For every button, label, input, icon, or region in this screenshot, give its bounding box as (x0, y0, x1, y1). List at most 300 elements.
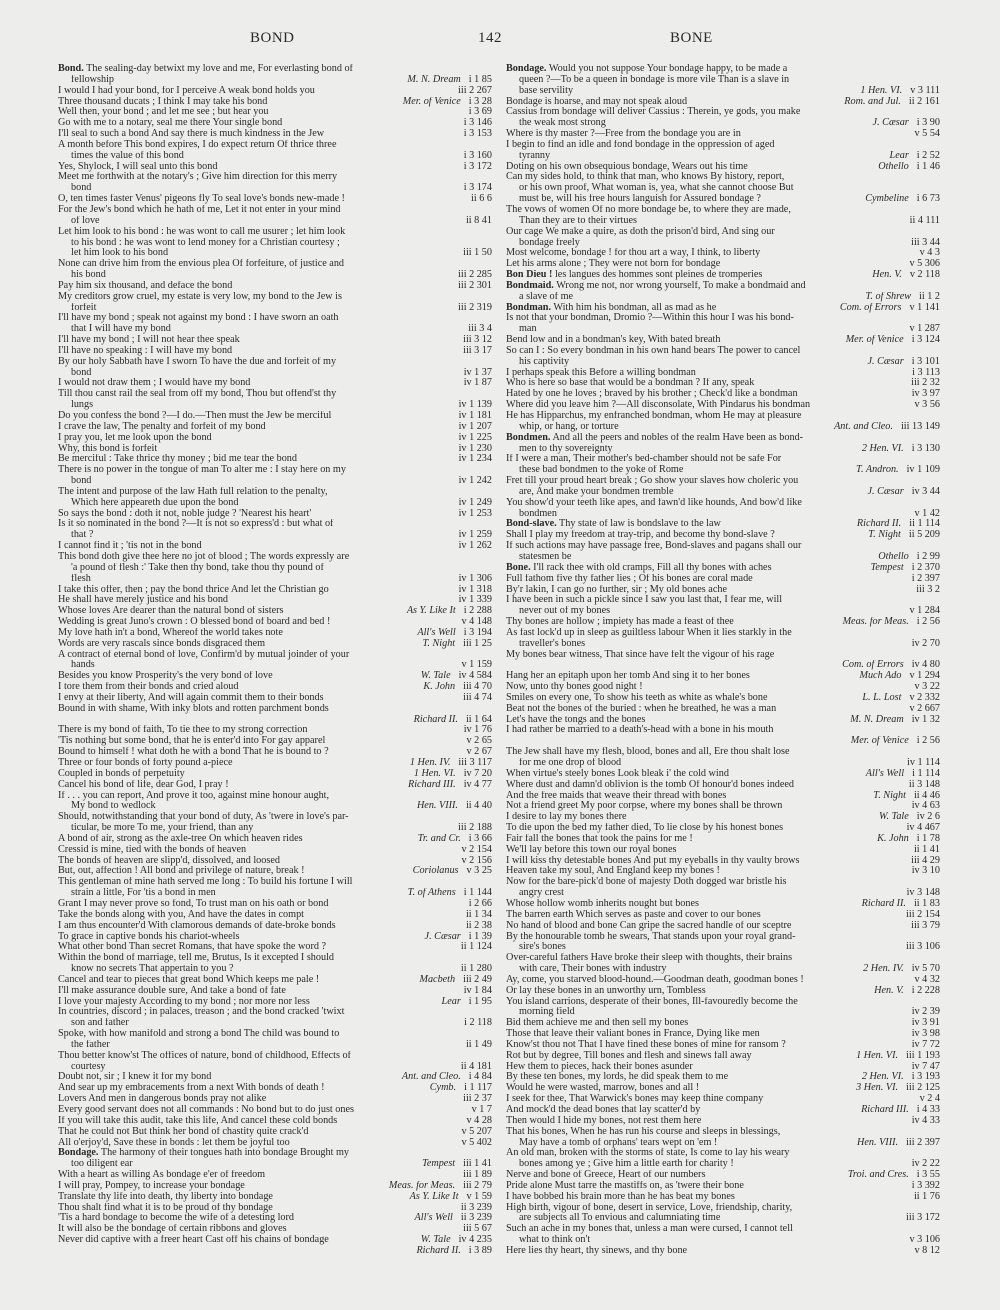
entry-line (506, 389, 940, 400)
citation (867, 563, 940, 574)
entry-line (58, 259, 492, 270)
entry-line (506, 1072, 940, 1083)
quotation-text: Where did you leave him ?—All disconsolate, With Pindarus his bondman (506, 400, 811, 411)
play-title: Rom. and Jul. (844, 96, 901, 107)
entry-line (58, 671, 492, 682)
quotation-text: Doubt not, sir ; I knew it for my bond (58, 1072, 212, 1083)
entry-line (506, 682, 940, 693)
quotation-text: None can drive him from the envious plea Of forfeiture, of justice and (58, 259, 345, 270)
citation (910, 1192, 940, 1203)
quotation-text: If you will take this audit, take this life, And cancel these cold bonds (58, 1115, 338, 1126)
quotation-text: courtesy (71, 1061, 106, 1072)
quotation-text: The harmony of their tongues hath into bondage Brought my (100, 1148, 349, 1159)
act-scene-line: i 1 85 (468, 74, 492, 85)
quotation-text: Which here appeareth due upon the bond (71, 497, 239, 508)
act-scene-line: iv 1 114 (906, 758, 940, 768)
quotation-text: Here lies thy heart, thy sinews, and thy bone (506, 1245, 688, 1256)
quotation-text: whip, or hang, or torture (519, 421, 619, 432)
entry-line (506, 736, 940, 747)
quotation-text: This gentleman of mine hath served me long : To build his fortune I will (58, 877, 353, 888)
quotation-text: queen ?—To be a queen in bondage is more vile Than is a slave in (519, 74, 790, 85)
citation (455, 411, 492, 422)
entry-line (506, 650, 940, 661)
citation (457, 845, 492, 856)
quotation-text: Over-careful fathers Have broke their sleep with thoughts, their brains (506, 953, 793, 964)
citation (839, 617, 940, 628)
entry-line (506, 75, 940, 86)
act-scene-line: iii 4 70 (463, 682, 492, 693)
play-title: W. Tale (420, 671, 451, 682)
act-scene-line: iii 2 154 (906, 909, 940, 920)
entry-line (506, 574, 940, 585)
entry-line (506, 1062, 940, 1073)
play-title: T. of Athens (407, 888, 456, 899)
citation (911, 509, 940, 520)
citation (454, 281, 492, 292)
quotation-text: Let his arms alone ; They were not born for bondage (506, 259, 721, 270)
quotation-text: Most welcome, bondage ! for thou art a way, I think, to liberty (506, 248, 761, 259)
play-title: Ant. and Cleo. (834, 421, 893, 432)
entry-line (58, 845, 492, 856)
quotation-text: A bond of air, strong as the axle-tree On which heaven rides (58, 833, 303, 844)
act-scene-line: ii 3 148 (908, 779, 940, 790)
quotation-text: Three thousand ducats ; I think I may take his bond (58, 96, 268, 107)
citation (903, 888, 940, 899)
quotation-text: Take the bonds along with you, And have the dates in compt (58, 909, 305, 920)
act-scene-line: iv 3 97 (911, 389, 940, 400)
play-title: J. Cæsar (867, 356, 904, 367)
entry-line (58, 660, 492, 671)
act-scene-line: ii 1 41 (913, 844, 940, 855)
citation (455, 585, 492, 596)
quotation-text: Or lay these bones in an unworthy urn, Tombless (506, 985, 706, 996)
act-scene-line: iii 3 2 (916, 584, 940, 595)
quotation-text: Grant I may never prove so fond, To trust man on his oath or bond (58, 898, 329, 909)
quotation-text: Bid them achieve me and then sell my bones (506, 1018, 689, 1029)
citation (908, 368, 940, 379)
act-scene-line: iii 13 149 (900, 421, 940, 432)
quotation-text: too diligent ear (71, 1159, 133, 1170)
quotation-text: I begin to find an idle and fond bondage in the oppression of aged (506, 139, 775, 150)
entry-line (506, 107, 940, 118)
act-scene-line: iii 2 125 (906, 1083, 940, 1094)
citation (858, 444, 940, 455)
act-scene-line: i 3 28 (468, 96, 492, 107)
quotation-text: Beat not the bones of the buried : when he breathed, he was a man (506, 703, 777, 714)
quotation-text: As fast lock'd up in sleep as guiltless labour When it lies starkly in the (506, 627, 792, 638)
quotation-text: Whose loves Are dearer than the natural bond of sisters (58, 606, 284, 617)
citation (863, 357, 940, 368)
citation (873, 834, 940, 845)
quotation-text: There is my bond of faith, To tie thee to my strong correction (58, 725, 308, 736)
citation (874, 552, 940, 563)
headword: Bondmen. (506, 432, 551, 443)
act-scene-line: ii 3 239 (460, 1202, 492, 1213)
entry-line (506, 953, 940, 964)
quotation-text: By'r lakin, I can go no further, sir ; My old bones ache (506, 584, 727, 595)
act-scene-line: i 3 124 (911, 335, 940, 346)
entry-line (58, 476, 492, 487)
act-scene-line: v 2 154 (461, 844, 492, 855)
entry-line (506, 1029, 940, 1040)
quotation-text: Words are very rascals since bonds disgraced them (58, 638, 266, 649)
quotation-text: I'll have no speaking : I will have my bond (58, 345, 233, 356)
entry-line (58, 292, 492, 303)
citation (457, 964, 492, 975)
entry-line (58, 791, 492, 802)
citation (457, 1203, 492, 1214)
act-scene-line: iv 3 44 (911, 486, 940, 497)
citation (459, 693, 492, 704)
entry-line (58, 162, 492, 173)
citation (454, 823, 492, 834)
entry-line (506, 1018, 940, 1029)
entry-line (58, 1029, 492, 1040)
play-title: All's Well (414, 1213, 453, 1224)
act-scene-line: v 1 59 (466, 1191, 492, 1202)
entry-line (506, 552, 940, 563)
act-scene-line: i 1 39 (468, 931, 492, 942)
entry-line (506, 563, 940, 574)
citation (460, 1018, 492, 1029)
citation (455, 433, 492, 444)
quotation-text: 'Tis a hard bondage to become the wife of a detesting lord (58, 1213, 294, 1224)
entry-line (58, 433, 492, 444)
entry-line (506, 1138, 940, 1149)
play-title: J. Cæsar (872, 118, 909, 129)
citation (460, 183, 492, 194)
entry-line (58, 1094, 492, 1105)
entry-line (506, 498, 940, 509)
quotation-text: When virtue's steely bones Look bleak i' the cold wind (506, 768, 729, 779)
entry-line (58, 650, 492, 661)
act-scene-line: iii 1 41 (463, 1159, 492, 1170)
citation (906, 216, 940, 227)
entry-line (506, 758, 940, 769)
act-scene-line: iii 3 44 (911, 237, 940, 248)
quotation-text: Thy state of law is bondslave to the law (559, 519, 721, 530)
citation (902, 942, 940, 953)
quotation-text: must be, will his free hours languish for Assured bondage ? (519, 194, 761, 205)
quotation-text: Where is thy master ?—Free from the bondage you are in (506, 129, 741, 140)
act-scene-line: i 3 153 (463, 129, 492, 140)
act-scene-line: i 1 95 (468, 996, 492, 1007)
act-scene-line: iv 1 37 (463, 367, 492, 378)
act-scene-line: iii 4 29 (911, 855, 940, 866)
play-title: T. Andron. (856, 465, 899, 476)
act-scene-line: iii 1 25 (463, 638, 492, 649)
entry-line (506, 975, 940, 986)
quotation-text: And all the peers and nobles of the realm Have been as bond- (552, 432, 804, 443)
quotation-text: Our cage We make a quire, as doth the prison'd bird, And sing our (506, 226, 775, 237)
quotation-text: I pray you, let me look upon the bond (58, 432, 212, 443)
quotation-text: Lovers And men in dangerous bonds pray not alike (58, 1094, 267, 1105)
act-scene-line: i 3 90 (916, 118, 940, 129)
act-scene-line: iii 2 49 (463, 974, 492, 985)
citation (410, 769, 492, 780)
citation (398, 1072, 492, 1083)
play-title: Meas. for Meas. (388, 1180, 456, 1191)
citation (417, 1235, 492, 1246)
play-title: Troi. and Cres. (847, 1170, 909, 1181)
entry-line (58, 1018, 492, 1029)
act-scene-line: ii 1 2 (919, 291, 940, 302)
quotation-text: Till thou canst rail the seal from off my bond, Thou but offend'st thy (58, 389, 337, 400)
act-scene-line: ii 6 6 (471, 194, 492, 205)
entry-line (506, 281, 940, 292)
act-scene-line: i 2 52 (916, 150, 940, 161)
citation (404, 780, 492, 791)
entry-line (58, 866, 492, 877)
entry-line (58, 248, 492, 259)
citation (840, 97, 940, 108)
quotation-text: Pride alone Must tarre the mastiffs on, as 'twere their bone (506, 1180, 744, 1191)
quotation-text: You island carrions, desperate of their bones, Ill-favouredly become the (506, 996, 798, 1007)
play-title: Macbeth (419, 974, 456, 985)
citation (457, 660, 492, 671)
entry-line (506, 205, 940, 216)
play-title: W. Tale (420, 1235, 451, 1246)
quotation-text: Let's have the tongs and the bones (506, 714, 646, 725)
act-scene-line: iv 7 72 (911, 1039, 940, 1050)
quotation-text: My bond to wedlock (71, 801, 156, 812)
play-title: Hen. V. (872, 270, 902, 281)
entry-line (58, 693, 492, 704)
act-scene-line: ii 5 209 (908, 530, 940, 541)
entry-line (506, 921, 940, 932)
act-scene-line: iii 3 117 (458, 758, 492, 768)
act-scene-line: i 1 46 (916, 161, 940, 172)
citation (455, 444, 492, 455)
entry-line (506, 378, 940, 389)
entry-line (58, 1083, 492, 1094)
entry-line (506, 476, 940, 487)
act-scene-line: v 4 148 (461, 617, 492, 628)
play-title: Mer. of Venice (850, 736, 909, 747)
citation (869, 118, 940, 129)
citation (905, 1235, 940, 1246)
citation (875, 812, 940, 823)
citation (911, 682, 940, 693)
act-scene-line: i 1 114 (912, 768, 940, 779)
quotation-text: Fair fall the bones that took the pains for me ! (506, 833, 693, 844)
quotation-text: I love your majesty According to my bond ; nor more nor less (58, 996, 310, 1007)
page-number: 142 (478, 30, 502, 46)
entry-line (58, 639, 492, 650)
entry-line (58, 682, 492, 693)
entry-line (58, 877, 492, 888)
act-scene-line: iv 1 234 (458, 454, 492, 465)
quotation-text: are, And make your bondmen tremble (519, 486, 674, 497)
citation (411, 1213, 492, 1224)
play-title: Othello (878, 551, 909, 562)
quotation-text: Meet me forthwith at the notary's ; Give him direction for this merry (58, 172, 338, 183)
act-scene-line: v 3 25 (466, 866, 492, 877)
entry-line (58, 205, 492, 216)
entry-line (58, 140, 492, 151)
quotation-text: his captivity (519, 356, 570, 367)
entry-line (506, 1159, 940, 1170)
citation (859, 964, 940, 975)
entry-line (58, 986, 492, 997)
citation (463, 736, 492, 747)
entry-line (506, 162, 940, 173)
citation (455, 498, 492, 509)
act-scene-line: v 1 141 (909, 302, 940, 313)
citation (853, 519, 940, 530)
right-column (506, 64, 940, 1257)
act-scene-line: iv 2 22 (911, 1159, 940, 1170)
quotation-text: I am thus encounter'd With clamorous demands of date-broke bonds (58, 920, 336, 931)
act-scene-line: ii 8 41 (465, 215, 492, 226)
act-scene-line: i 3 130 (911, 443, 940, 454)
headword: Bond-slave. (506, 519, 557, 530)
citation (911, 400, 940, 411)
entry-line (506, 693, 940, 704)
citation (905, 324, 940, 335)
citation (908, 1116, 940, 1127)
act-scene-line: i 3 101 (911, 356, 940, 367)
quotation-text: 'Tis nothing but some bond, that he is enter'd into For gay apparel (58, 736, 326, 747)
entry-line (506, 248, 940, 259)
entry-line (58, 964, 492, 975)
citation (467, 194, 492, 205)
entry-line (506, 1094, 940, 1105)
act-scene-line: i 1 117 (464, 1083, 492, 1094)
quotation-text: Cressid is mine, tied with the bonds of heaven (58, 844, 247, 855)
act-scene-line: i 2 397 (911, 573, 940, 584)
citation (869, 791, 940, 802)
citation (855, 671, 940, 682)
act-scene-line: ii 2 38 (465, 920, 492, 931)
citation (857, 1105, 940, 1116)
play-title: Hen. VIII. (857, 1137, 899, 1148)
citation (905, 259, 940, 270)
quotation-text: I envy at their liberty, And will again commit them to their bonds (58, 692, 324, 703)
act-scene-line: iv 1 207 (458, 421, 492, 432)
play-title: Richard II. (861, 898, 906, 909)
quotation-text: To die upon the bed my father died, To lie close by his honest bones (506, 823, 784, 834)
citation (902, 910, 940, 921)
entry-line (506, 823, 940, 834)
citation (903, 823, 940, 834)
quotation-text: Be merciful : Take thrice thy money ; bid me tear the bond (58, 454, 297, 465)
quotation-text: Bound to himself ! what doth he with a bond That he is bound to ? (58, 747, 329, 758)
play-title: All's Well (417, 627, 456, 638)
act-scene-line: i 2 66 (468, 898, 492, 909)
citation (455, 509, 492, 520)
entry-line (506, 346, 940, 357)
play-title: As Y. Like It (406, 606, 456, 617)
act-scene-line: i 2 370 (911, 562, 940, 573)
entry-line (58, 834, 492, 845)
quotation-text: May have a tomb of orphans' tears wept on 'em ! (519, 1137, 718, 1148)
act-scene-line: v 2 332 (909, 692, 940, 703)
citation (905, 606, 940, 617)
act-scene-line: v 2 118 (909, 270, 940, 281)
headword: Bon Dieu ! (506, 270, 553, 281)
quotation-text: Cancel his bond of life, dear God, I pray ! (58, 779, 229, 790)
act-scene-line: iv 7 47 (911, 1061, 940, 1072)
act-scene-line: iii 2 188 (458, 823, 492, 834)
entry-line (506, 541, 940, 552)
entry-line (506, 671, 940, 682)
play-title: Hen. V. (874, 985, 904, 996)
quotation-text: bondmen (519, 508, 557, 519)
citation (465, 899, 492, 910)
citation (908, 1062, 940, 1073)
citation (870, 986, 940, 997)
quotation-text: The sealing-day betwixt my love and me, For everlasting bond of (86, 64, 353, 74)
citation (908, 1181, 940, 1192)
entry-line (58, 812, 492, 823)
citation (457, 856, 492, 867)
play-title: Mer. of Venice (402, 96, 461, 107)
play-title: T. of Shrew (865, 291, 912, 302)
citation (403, 606, 492, 617)
entry-line (58, 183, 492, 194)
quotation-text: Would he were wasted, marrow, bones and all ! (506, 1083, 700, 1094)
act-scene-line: v 5 54 (914, 129, 940, 140)
quotation-text: We'll lay before this town our royal bones (506, 844, 677, 855)
quotation-text: I have been in such a pickle since I saw you last that, I fear me, will (506, 595, 783, 606)
play-title: K. John (877, 833, 909, 844)
quotation-text: Now for the bare-pick'd bone of majesty Doth dogged war bristle his (506, 877, 787, 888)
act-scene-line: i 3 160 (463, 150, 492, 161)
quotation-text: So says the bond : doth it not, noble judge ? 'Nearest his heart' (58, 508, 312, 519)
citation (908, 1040, 940, 1051)
entry-line (58, 1148, 492, 1159)
headword: Bondage. (58, 1148, 99, 1159)
entry-line (506, 1203, 940, 1214)
citation (905, 780, 940, 791)
citation (861, 194, 940, 205)
entry-line (58, 585, 492, 596)
entry-line (506, 834, 940, 845)
citation (874, 162, 940, 173)
entry-line (58, 617, 492, 628)
act-scene-line: iii 2 79 (463, 1180, 492, 1191)
act-scene-line: v 2 156 (461, 855, 492, 866)
play-title: Richard II. (856, 519, 902, 530)
citation (463, 1116, 492, 1127)
act-scene-line: i 2 288 (463, 606, 492, 617)
act-scene-line: iv 1 249 (458, 497, 492, 508)
entry-line (506, 715, 940, 726)
act-scene-line: iv 4 80 (911, 660, 940, 671)
quotation-text: All o'erjoy'd, Save these in bonds : let them be joyful too (58, 1137, 290, 1148)
act-scene-line: i 2 99 (916, 551, 940, 562)
act-scene-line: v 2 667 (909, 703, 940, 714)
citation (836, 303, 940, 314)
citation (908, 866, 940, 877)
citation (908, 1029, 940, 1040)
quotation-text: With a heart as willing As bondage e'er of freedom (58, 1170, 266, 1181)
play-title: As Y. Like It (409, 1191, 459, 1202)
quotation-text: The Jew shall have my flesh, blood, bones and all, Ere thou shalt lose (506, 747, 790, 758)
act-scene-line: ii 1 64 (465, 714, 492, 725)
quotation-text: Hang her an epitaph upon her tomb And sing it to her bones (506, 671, 750, 682)
quotation-text: forfeit (71, 302, 97, 313)
quotation-text: And sear up my embracements from a next With bonds of death ! (58, 1083, 325, 1094)
citation (886, 151, 940, 162)
citation (460, 725, 492, 736)
entry-line (506, 509, 940, 520)
entry-line (506, 780, 940, 791)
entry-line (58, 1062, 492, 1073)
citation (457, 1062, 492, 1073)
quotation-text: But, out, affection ! All bond and privilege of nature, break ! (58, 866, 305, 877)
